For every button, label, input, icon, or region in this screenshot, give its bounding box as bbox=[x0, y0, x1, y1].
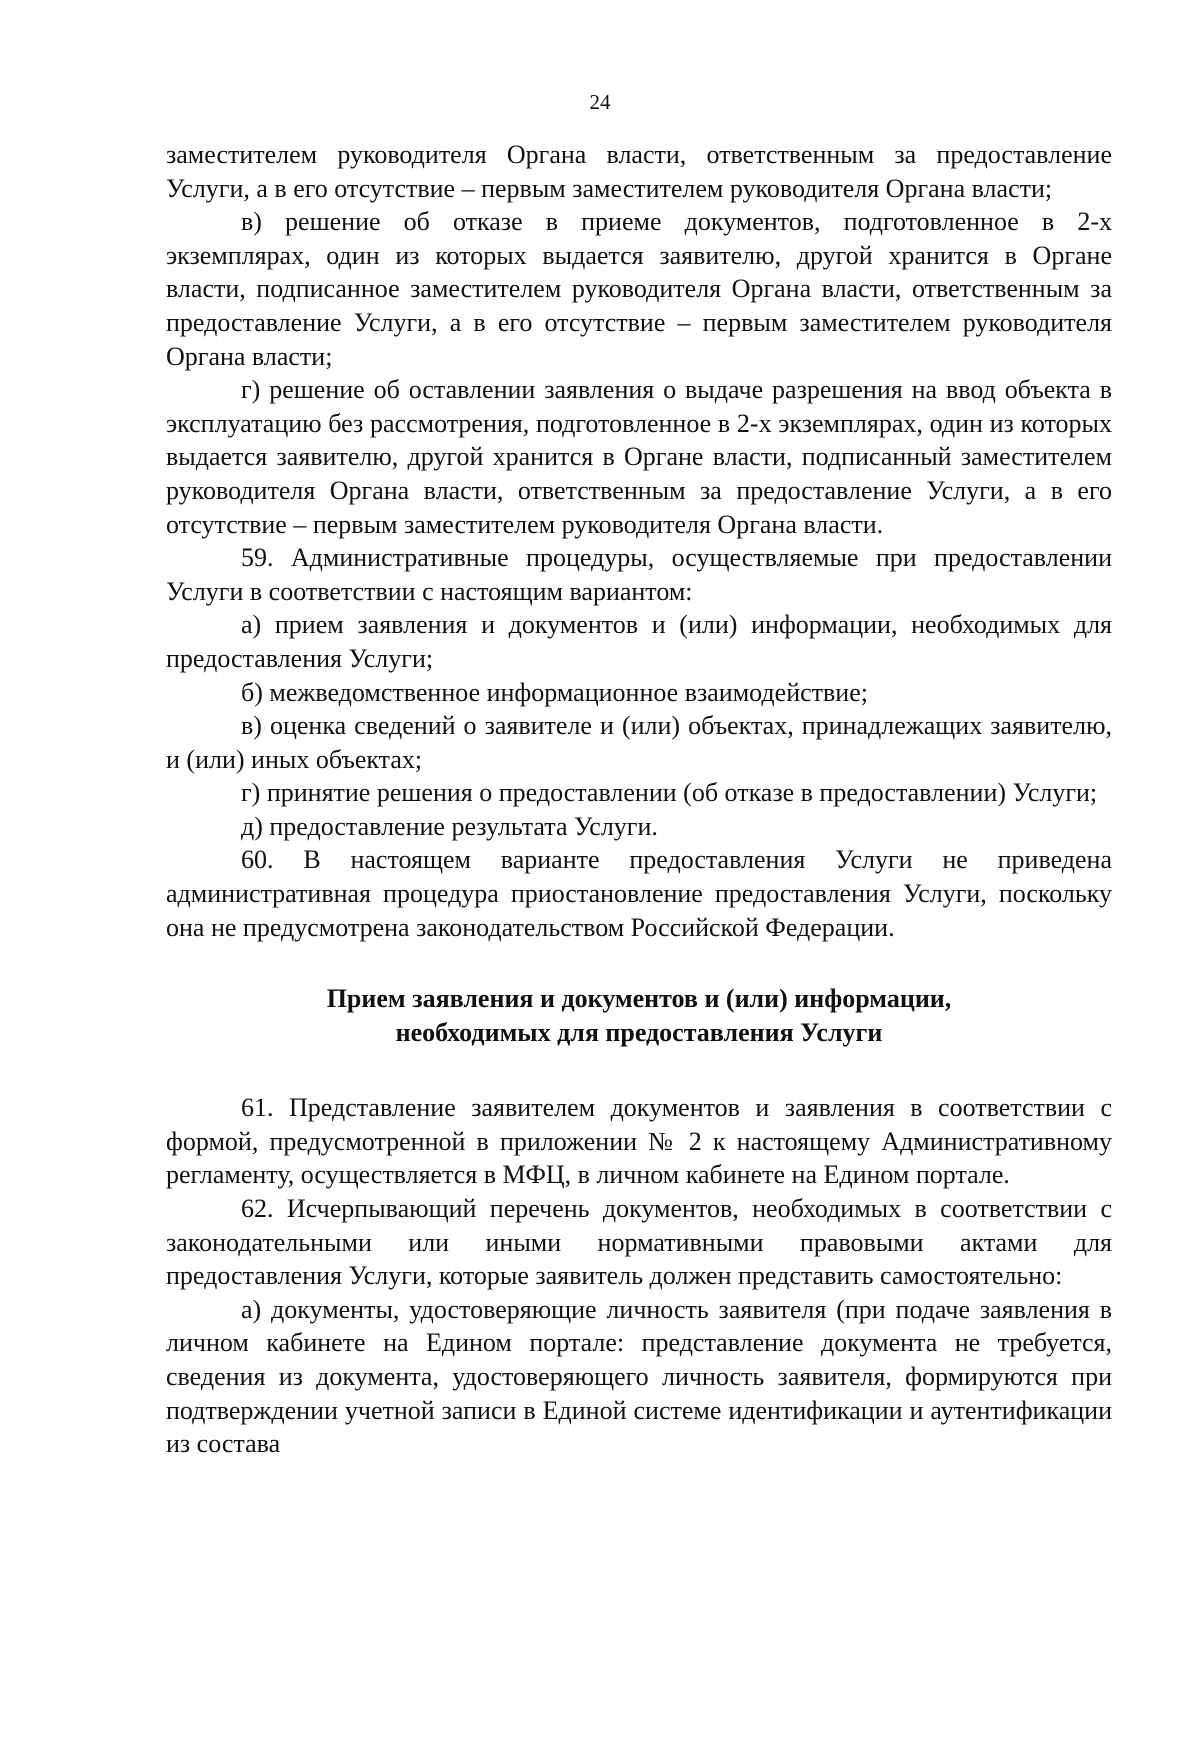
paragraph-62: 62. Исчерпывающий перечень документов, необходимых в соответствии с законодательными или иными нормативными правовыми актами для предоставления Услуги, которые заявитель должен представить самостоятельно: bbox=[166, 1194, 1112, 1291]
section-heading-line-2: необходимых для предоставления Услуги bbox=[395, 1018, 883, 1048]
paragraph-60: 60. В настоящем варианте предоставления Услуги не приведена административная процедура приостановление предоставления Услуги, поскольку она не предусмотрена законодательством Российской Федерации. bbox=[166, 845, 1112, 942]
page-number: 24 bbox=[589, 90, 611, 114]
paragraph-59: 59. Административные процедуры, осуществляемые при предоставлении Услуги в соответствии с настоящим вариантом: bbox=[166, 543, 1112, 606]
section-heading bbox=[166, 982, 1112, 1050]
list-item-a: а) прием заявления и документов и (или) информации, необходимых для предоставления Услуги; bbox=[166, 610, 1112, 673]
list-item-b: б) межведомственное информационное взаимодействие; bbox=[241, 677, 868, 707]
paragraph-item-g-no-review: г) решение об оставлении заявления о выдаче разрешения на ввод объекта в эксплуатацию без рассмотрения, подготовленное в 2-х экземплярах, один из которых выдается заявителю, другой хранится в Органе власти, подписанный заместителем руководителя Органа власти, ответственным за предоставление Услуги, а в его отсутствие – первым заместителем руководителя Органа власти. bbox=[166, 375, 1112, 539]
list-item-d: д) предоставление результата Услуги. bbox=[241, 811, 658, 841]
list-item-a-documents: а) документы, удостоверяющие личность заявителя (при подаче заявления в личном кабинете на Едином портале: представление документа не требуется, сведения из документа, удостоверяющего личность заявителя, формируются при подтверждении учетной записи в Единой системе идентификации и аутентификации из состава bbox=[166, 1294, 1112, 1459]
document-body bbox=[166, 138, 1112, 1461]
paragraph-61: 61. Представление заявителем документов и заявления в соответствии с формой, предусмотренной в приложении № 2 к настоящему Административному регламенту, осуществляется в МФЦ, в личном кабинете на Едином портале. bbox=[166, 1093, 1112, 1190]
paragraph-continuation: заместителем руководителя Органа власти, ответственным за предоставление Услуги, а в его отсутствие – первым заместителем руководителя Органа власти; bbox=[166, 140, 1112, 203]
list-item-g: г) принятие решения о предоставлении (об отказе в предоставлении) Услуги; bbox=[241, 778, 1098, 808]
paragraph-item-v-refusal: в) решение об отказе в приеме документов, подготовленное в 2-х экземплярах, один из которых выдается заявителю, другой хранится в Органе власти, подписанное заместителем руководителя Органа власти, ответственным за предоставление Услуги, а в его отсутствие – первым заместителем руководителя Органа власти; bbox=[166, 207, 1112, 371]
section-heading-line-1: Прием заявления и документов и (или) информации, bbox=[326, 984, 952, 1014]
list-item-v: в) оценка сведений о заявителе и (или) объектах, принадлежащих заявителю, и (или) иных объектах; bbox=[166, 711, 1112, 774]
